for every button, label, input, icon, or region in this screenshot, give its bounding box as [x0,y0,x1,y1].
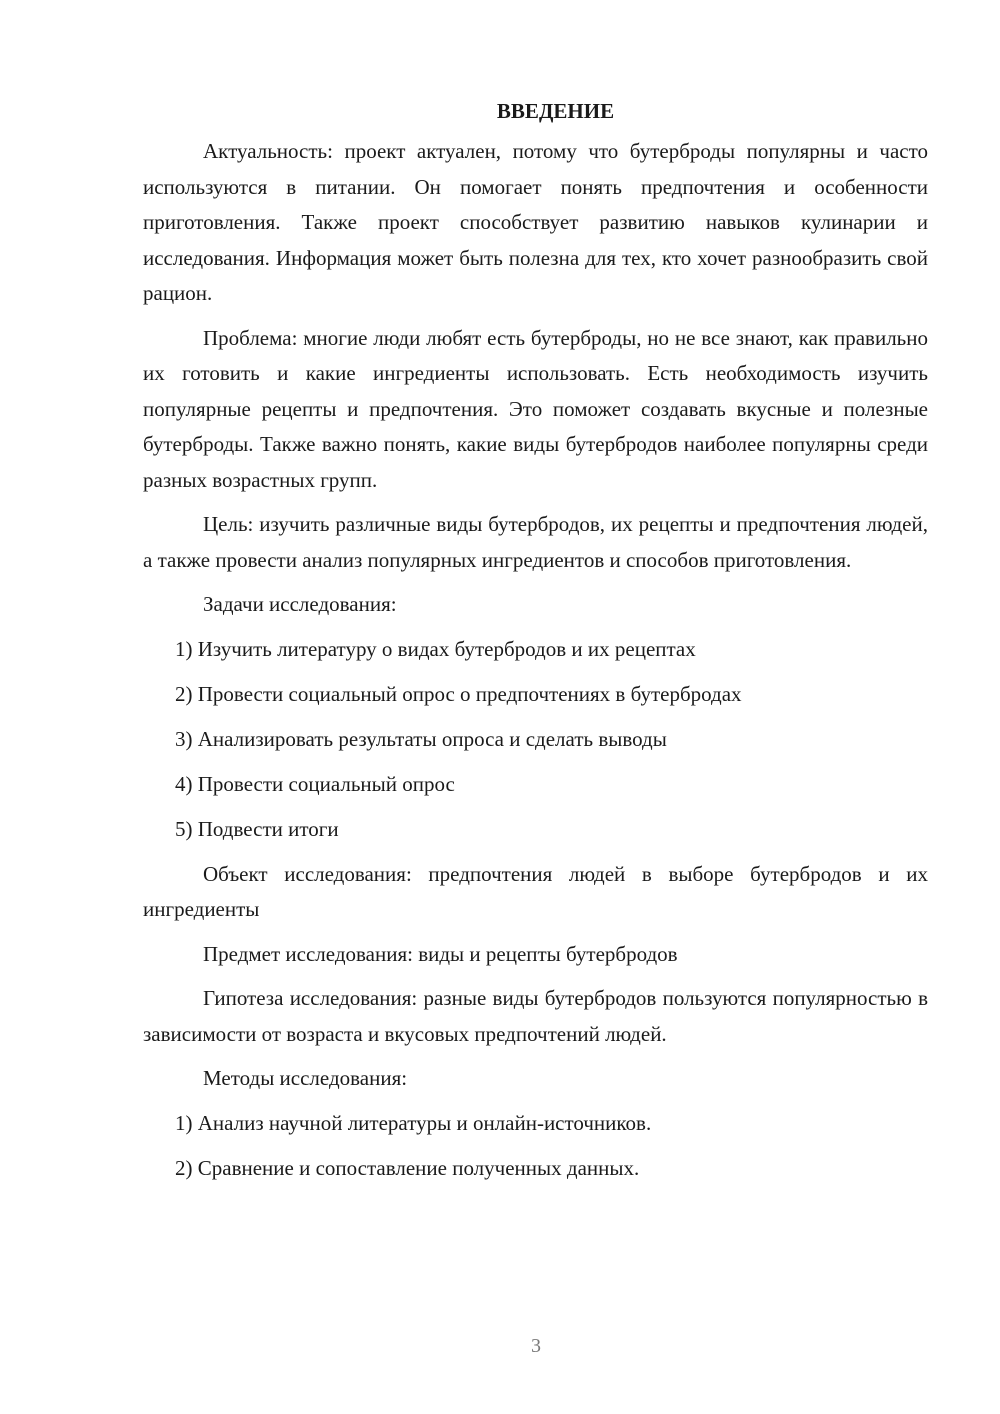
goal-paragraph: Цель: изучить различные виды бутербродов, их рецепты и предпочтения людей, а также провести анализ популярных ингредиентов и способов приготовления. [143,512,928,572]
problem-paragraph: Проблема: многие люди любят есть бутерброды, но не все знают, как правильно их готовить и какие ингредиенты использовать. Есть необходимость изучить популярные рецепты и предпочтения. Это поможет создавать вкусные и полезные бутерброды. Также важно понять, какие виды бутербродов наиболее популярны среди разных возрастных групп. [143,325,928,492]
methods-label: Методы исследования: [203,1066,408,1090]
method-item: 1) Анализ научной литературы и онлайн-источников. [175,1110,652,1135]
task-item: 5) Подвести итоги [175,816,339,841]
tasks-list [143,632,928,848]
page-title: ВВЕДЕНИЕ [496,99,615,123]
tasks-label: Задачи исследования: [203,592,397,616]
subject-paragraph: Предмет исследования: виды и рецепты бутербродов [203,941,678,966]
method-item: 2) Сравнение и сопоставление полученных данных. [175,1155,640,1180]
task-item: 1) Изучить литературу о видах бутербродов и их рецептах [175,636,696,661]
hypothesis-paragraph: Гипотеза исследования: разные виды бутербродов пользуются популярностью в зависимости от возраста и вкусовых предпочтений людей. [143,986,928,1046]
task-item: 2) Провести социальный опрос о предпочтениях в бутербродах [175,681,742,706]
relevance-paragraph: Актуальность: проект актуален, потому что бутерброды популярны и часто используются в питании. Он помогает понять предпочтения и особенности приготовления. Также проект способствует развитию навыков кулинарии и исследования. Информация может быть полезна для тех, кто хочет разнообразить свой рацион. [143,139,928,305]
task-item: 3) Анализировать результаты опроса и сделать выводы [175,726,667,751]
object-paragraph: Объект исследования: предпочтения людей в выборе бутербродов и их ингредиенты [143,861,928,921]
page-number: 3 [531,1335,541,1357]
methods-list [143,1106,928,1187]
task-item: 4) Провести социальный опрос [175,771,455,796]
